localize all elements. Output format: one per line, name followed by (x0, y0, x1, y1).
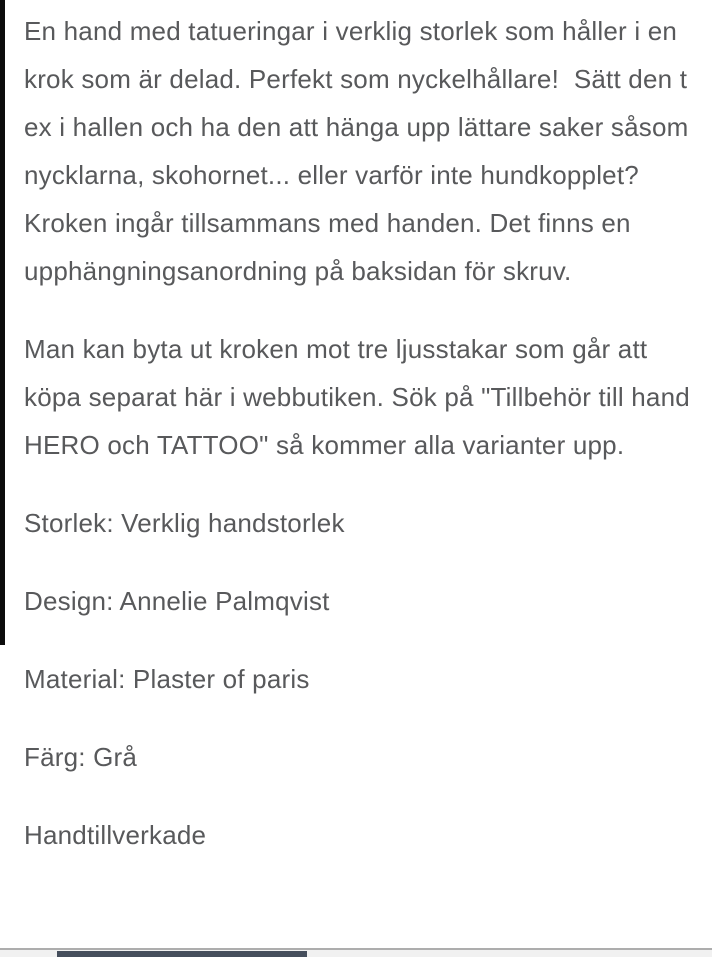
scrollbar-thumb[interactable] (57, 951, 307, 957)
description-paragraph-1: En hand med tatueringar i verklig storlek som håller i en krok som är delad. Perfekt som nyckelhållare! Sätt den t ex i hallen och ha den att hänga upp lättare saker såsom nycklarna, skohornet... eller varför inte hundkopplet? Kroken ingår tillsammans med handen. Det finns en upphängningsanordning på baksidan för skruv. (24, 16, 696, 286)
spec-design: Design: Annelie Palmqvist (24, 586, 330, 616)
left-edge-bar (0, 0, 5, 645)
spec-material: Material: Plaster of paris (24, 664, 310, 694)
horizontal-scrollbar[interactable] (0, 948, 712, 957)
spec-color: Färg: Grå (24, 742, 138, 772)
description-paragraph-2: Man kan byta ut kroken mot tre ljusstakar som går att köpa separat här i webbutiken. Sök på "Tillbehör till hand HERO och TATTOO" så kommer alla varianter upp. (24, 334, 698, 460)
spec-handmade: Handtillverkade (24, 820, 207, 850)
spec-size: Storlek: Verklig handstorlek (24, 508, 345, 538)
